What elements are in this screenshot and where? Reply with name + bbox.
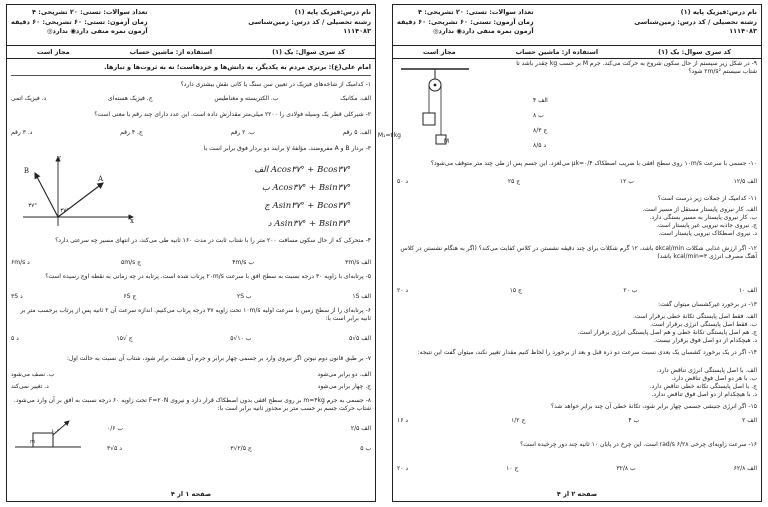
q9-option[interactable]: ج ۸/۳ xyxy=(533,127,548,134)
quote: امام علی(ع): برتری مردم به یکدیگر، به دانش‌ها و خردهاست؛ نه به ثروت‌ها و تبارها. xyxy=(104,63,371,71)
q12-option[interactable]: ب ۲۰ xyxy=(623,287,638,294)
q10-option[interactable]: ج ۲۵ xyxy=(507,178,521,185)
q4-option[interactable]: ب ۴m/s xyxy=(232,259,254,266)
page-number: صفحه ۱ از ۴ xyxy=(170,490,212,498)
q10-options xyxy=(397,178,757,185)
question-12: ۱۲- اگر ارزش غذایی شکلات ۵kcal/min باشد، ۱۲ گرم شکلات برای چند دقیقه نشستن در کلاس کفایت می‌کند؟ (اگر به هنگام نشستن در کلاس آهنگ مصرف انرژی ۳=kcal/min باشد) xyxy=(400,245,757,260)
q16-options xyxy=(397,465,757,472)
q12-option[interactable]: ج ۱۵ xyxy=(509,287,522,294)
q9-options xyxy=(533,97,548,150)
field: رشته تحصیلی / کد درس: زمین‌شناسی xyxy=(248,17,371,26)
calculator-allowed: مجاز است xyxy=(37,48,70,56)
svg-text:y: y xyxy=(57,154,61,162)
calculator-usage: استفاده از: ماشین حساب xyxy=(515,48,599,56)
q5-option[interactable]: د ۳S xyxy=(11,293,23,300)
exam-page-2 xyxy=(377,4,762,502)
q4-option[interactable]: ج ۵m/s xyxy=(121,259,141,266)
q11-option[interactable]: الف. کار نیروی پایستار مستقل از مسیر است. xyxy=(642,206,757,213)
q13-option[interactable]: ج. هم اصل پایستگی تکانهٔ خطی و هم اصل پایستگی انرژی برقرار است. xyxy=(577,329,757,336)
question-10: ۱۰- جسمی با سرعت ۱۰m/s روی سطح افقی با ضریب اصطکاک μk=۰/۴ می‌لغزد. این جسم پس از طی چند متر متوقف می‌شود؟ xyxy=(430,160,757,167)
q2-option[interactable]: ج. ۴ رقم xyxy=(120,129,143,136)
q12-option[interactable]: الف ۱۰ xyxy=(738,287,757,294)
q6-option[interactable]: الف ۵√۵ xyxy=(349,335,371,342)
q3-option[interactable]: ب Acos۳۷° + Bsin۳۷° xyxy=(261,183,351,193)
q4-option[interactable]: الف ۳m/s xyxy=(345,259,371,266)
question-7: ۷- بر طبق قانون دوم نیوتن اگر نیروی وارد بر جسمی چهار برابر و جرم آن هشت برابر شود، شتاب آن نسبت به حالت اول: xyxy=(66,355,371,362)
q8-options-row-1 xyxy=(107,425,371,432)
q15-options xyxy=(397,417,757,424)
question-6: ۶- پرتابه‌ای را از سطح زمین با سرعت اولیه ۱۰m/s تحت زاویه ۳۷ درجه پرتاب می‌کنیم. اندازه سرعت آن ۲ ثانیه پس از پرتاب برحسب متر بر ثانیه برابر است با: xyxy=(20,307,371,322)
q2-option[interactable]: د. ۳ رقم xyxy=(11,129,33,136)
q4-options xyxy=(11,259,371,266)
q10-option[interactable]: الف ۱۲/۵ xyxy=(733,178,757,185)
q2-options xyxy=(11,129,371,136)
exam-time: زمان آزمون: تستی: ۶۰ تشریحی: ۶۰ دقیقه xyxy=(11,17,148,26)
q6-option[interactable]: ج √۱۵ xyxy=(116,335,133,342)
q13-option[interactable]: د. هیچکدام از دو اصل فوق برقرار نیست. xyxy=(653,337,757,344)
q11-option[interactable]: ج. نیروی جاذبه نیرویی غیر پایستار است. xyxy=(656,222,757,229)
q3-option[interactable]: الف Acos۳۷° + Bcos۳۷° xyxy=(254,165,351,175)
q14-option[interactable]: ب. با هر دو اصل فوق تناقض دارد. xyxy=(671,375,757,382)
block-figure xyxy=(13,417,83,453)
question-2: ۲- شیرکلی قطر یک وسیله فولادی را ۲۲۰۰ میلی‌متر مقدارش داده است. این عدد دارای چند رقم با معنی است؟ xyxy=(94,111,371,118)
q8-option[interactable]: ب ۵ xyxy=(360,445,371,452)
q5-option[interactable]: ج ۶S xyxy=(123,293,137,300)
q2-option[interactable]: الف. ۵ رقم xyxy=(342,129,371,136)
q8-options-row-2 xyxy=(107,445,371,452)
calculator-allowed: مجاز است xyxy=(423,48,456,56)
question-11: ۱۱- کدامیک از جملات زیر درست است؟ xyxy=(657,195,757,202)
svg-text:M₁=۴kg: M₁=۴kg xyxy=(377,132,401,139)
q9-option[interactable]: ب ۸ xyxy=(533,112,544,119)
q6-options xyxy=(11,335,371,342)
q16-option[interactable]: ب ۳۲/۸ xyxy=(616,465,636,472)
q1-options xyxy=(11,95,371,102)
q8-option[interactable]: ب ۰/۶ xyxy=(107,425,124,432)
q15-option[interactable]: ب ۴ xyxy=(628,417,640,424)
vector-figure xyxy=(13,151,143,231)
question-3: ۳- بردار B و A مفروضند. مؤلفهٔ y برایند دو بردار فوق برابر است با xyxy=(203,145,371,152)
q1-option[interactable]: د. فیزیک اتمی xyxy=(11,95,47,102)
question-count: تعداد سوالات: تستی: ۲۰ تشریحی: ۴ xyxy=(31,8,148,16)
question-8: ۸- جسمی به جرم m=۴kg بر روی سطح افقی بدون اصطکاک قرار دارد و نیروی F=۲۰N تحت زاویه ۶۰ درجه نسبت به افق بر آن وارد می‌شود. شتاب حرکت جسم بر حسب متر بر مجذور ثانیه برابر است با: xyxy=(13,397,371,412)
q2-option[interactable]: ب. ۲ رقم xyxy=(230,129,255,136)
subject: نام درس:فیزیک پایه (۱) xyxy=(680,8,757,16)
q7-option[interactable]: الف. دو برابر می‌شود xyxy=(317,371,371,378)
q8-option[interactable]: ج ۲/۵√۳ xyxy=(230,445,252,452)
svg-text:m: m xyxy=(30,439,35,445)
question-9: ۹- در شکل زیر سیستم از حال سکون شروع به حرکت می‌کند. جرم M بر حسب kg چقدر باشد تا شتاب سیستم ۲m/s² شود؟ xyxy=(516,60,757,75)
q1-option[interactable]: ج. فیزیک هسته‌ای xyxy=(108,95,153,102)
q16-option[interactable]: د ۲۰ xyxy=(397,465,409,472)
q9-option[interactable]: د ۸/۵ xyxy=(533,142,547,149)
q4-option[interactable]: د ۶m/s xyxy=(11,259,30,266)
q10-option[interactable]: د ۵۰ xyxy=(397,178,409,185)
q15-option[interactable]: د ۱۶ xyxy=(397,417,409,424)
q7-options-row-1 xyxy=(11,371,371,378)
question-15: ۱۵- اگر انرژی جنبشی جسمی چهار برابر شود، تکانهٔ خطی آن چند برابر خواهد شد؟ xyxy=(550,403,757,410)
q7-options-row-2 xyxy=(11,383,371,390)
q1-option[interactable]: ب. الکتریسته و مغناطیس xyxy=(214,95,279,102)
q5-options xyxy=(11,293,371,300)
series-code: کد سری سوال: یک (۱) xyxy=(658,48,732,56)
q6-option[interactable]: د ۵ xyxy=(11,335,19,342)
svg-text:۶۰°: ۶۰° xyxy=(51,429,59,435)
q14-option[interactable]: د. با هیچکدام از دو اصل فوق تناقض ندارد. xyxy=(651,391,757,398)
negative-marking: آزمون نمره منفی دارد◉ ندارد◎ xyxy=(432,27,534,35)
q5-option[interactable]: ب ۲S xyxy=(236,293,252,300)
q3-option[interactable]: ج Asin۳۷° + Bcos۳۷° xyxy=(264,201,351,211)
q16-option[interactable]: ج ۱۰ xyxy=(506,465,519,472)
q3-option[interactable]: د Asin۳۷° + Bsin۳۷° xyxy=(267,219,351,229)
svg-text:۳۷°: ۳۷° xyxy=(28,203,37,209)
subject: نام درس:فیزیک پایه (۱) xyxy=(294,8,371,16)
question-14: ۱۴- اگر در یک برخورد کشسان یک بعدی نسبت سرعت دو ذره قبل و بعد از برخورد را لحاظ کنیم مقدار تغییر نکند، میتوان گفت این نتیجه: xyxy=(417,349,757,356)
q8-option[interactable]: د ۵√۳ xyxy=(107,445,122,452)
q7-option[interactable]: ب. نصف می‌شود xyxy=(11,371,55,378)
q10-option[interactable]: ب ۱۲ xyxy=(619,178,634,185)
svg-text:x: x xyxy=(130,217,134,225)
page-header xyxy=(7,5,375,46)
q16-option[interactable]: الف ۶۲/۸ xyxy=(733,465,757,472)
q11-option[interactable]: ب. کار نیروی پایستار به مسیر بستگی دارد. xyxy=(649,214,757,221)
field: رشته تحصیلی / کد درس: زمین‌شناسی xyxy=(634,17,757,26)
svg-text:۳۷°: ۳۷° xyxy=(60,208,69,214)
svg-text:M: M xyxy=(443,138,449,145)
calculator-usage: استفاده از: ماشین حساب xyxy=(129,48,213,56)
q12-option[interactable]: د ۲۰ xyxy=(397,287,409,294)
q13-options xyxy=(397,313,757,345)
q6-option[interactable]: ب ۱۰√۵ xyxy=(230,335,252,342)
q15-option[interactable]: الف ۲ xyxy=(742,417,757,424)
page-number: صفحه ۲ از ۴ xyxy=(556,490,598,498)
q1-option[interactable]: الف. مکانیک xyxy=(340,95,371,102)
q9-option[interactable]: الف ۴ xyxy=(533,97,548,104)
svg-text:B: B xyxy=(23,167,29,175)
exam-page-1 xyxy=(6,4,376,502)
q12-options xyxy=(397,287,757,294)
pulley-figure xyxy=(377,65,475,145)
q15-option[interactable]: ج ۱/۲ xyxy=(511,417,526,424)
q7-option[interactable]: د. تغییر نمی‌کند xyxy=(11,383,49,390)
question-1: ۱- کدامیک از شاخه‌های فیزیک در تعیین سن سنگ یا کانی نقش بیشتری دارد؟ xyxy=(180,81,371,88)
exam-time: زمان آزمون: تستی: ۶۰ تشریحی: ۶۰ دقیقه xyxy=(397,17,534,26)
question-16: ۱۶- سرعت زاویه‌ای چرخی ۶/۲۸ rad/s است. این چرخ در پایان ۱۰ ثانیه چند دور چرخیده است؟ xyxy=(520,441,757,448)
q13-option[interactable]: الف. فقط اصل پایستگی تکانهٔ خطی برقرار است. xyxy=(632,313,757,320)
divider xyxy=(11,75,371,76)
svg-text:A: A xyxy=(97,175,103,183)
sub-header xyxy=(393,46,761,59)
q14-options xyxy=(397,367,757,399)
course-code: ۱۱۱۴۰۸۳ xyxy=(343,27,371,35)
page-header xyxy=(393,5,761,46)
q14-option[interactable]: ج. با اصل پایستگی تکانه خطی تناقض دارد. xyxy=(649,383,757,390)
sub-header xyxy=(7,46,375,59)
question-13: ۱۳- در برخورد غیرکشسان میتوان گفت: xyxy=(658,301,757,308)
q5-option[interactable]: الف ۱S xyxy=(352,293,371,300)
q11-option[interactable]: د. نیروی اصطکاک نیرویی پایستار است. xyxy=(658,230,757,237)
q11-options xyxy=(397,206,757,238)
question-4: ۴- متحرکی که از حال سکون مسافت ۲۰۰ متر را با شتاب ثابت در مدت ۱۶۰ ثانیه طی می‌کند، در انتهای مسیر چه سرعتی دارد؟ xyxy=(55,237,371,244)
question-count: تعداد سوالات: تستی: ۲۰ تشریحی: ۴ xyxy=(417,8,534,16)
negative-marking: آزمون نمره منفی دارد◉ ندارد◎ xyxy=(46,27,148,35)
course-code: ۱۱۱۴۰۸۳ xyxy=(729,27,757,35)
q7-option[interactable]: ج. چهار برابر می‌شود xyxy=(317,383,371,390)
q8-option[interactable]: الف ۲/۵ xyxy=(350,425,371,432)
q13-option[interactable]: ب. فقط اصل پایستگی انرژی برقرار است. xyxy=(649,321,757,328)
series-code: کد سری سوال: یک (۱) xyxy=(272,48,346,56)
q14-option[interactable]: الف. با اصل پایستگی انرژی تناقض دارد. xyxy=(656,367,757,374)
question-5: ۵- پرتابه‌ای با زاویه ۳۰ درجه نسبت به سطح افق با سرعت ۲۰m/s پرتاب شده است. پرتابه در چه زمانی به نقطه اوج رسیده است؟ xyxy=(45,273,371,280)
